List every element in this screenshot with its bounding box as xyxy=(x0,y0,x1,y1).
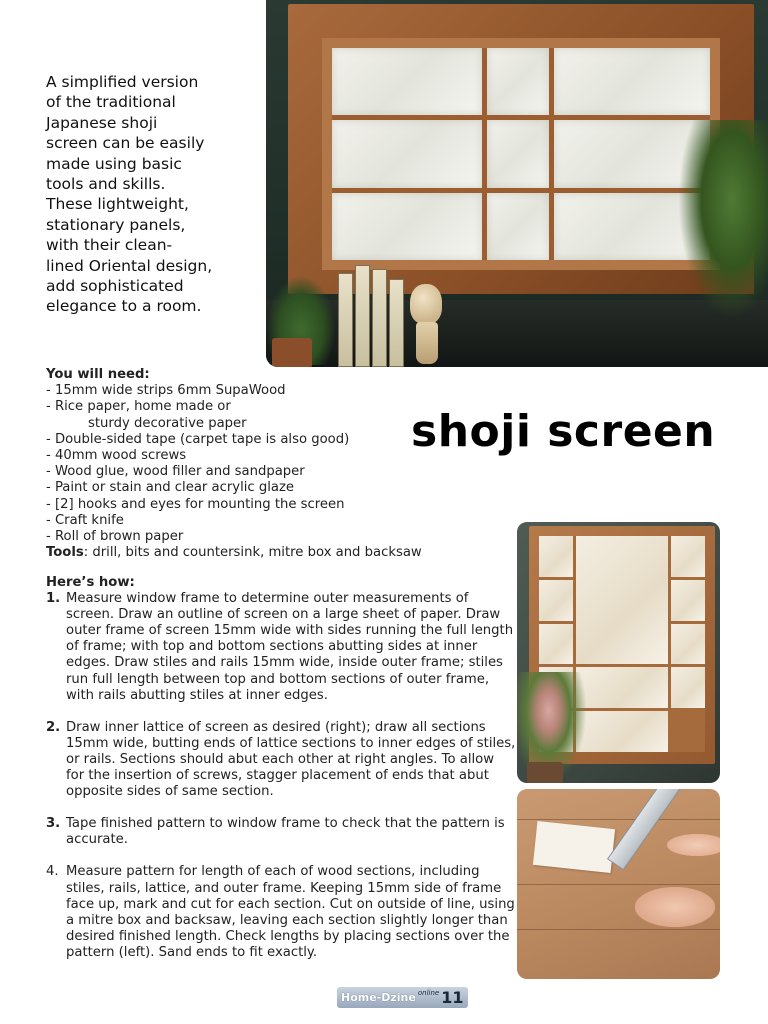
materials-item: - Paint or stain and clear acrylic glaze xyxy=(46,480,294,496)
step-2 xyxy=(46,720,516,800)
rice-paper-pane xyxy=(576,711,668,752)
hand-holding-ruler xyxy=(635,887,715,927)
materials-item: sturdy decorative paper xyxy=(88,415,247,431)
tools-label: Tools xyxy=(46,545,84,561)
rice-paper-pane xyxy=(539,536,573,577)
intro-line: These lightweight, xyxy=(46,195,189,214)
intro-line: Japanese shoji xyxy=(46,113,158,132)
page-number-badge xyxy=(337,987,468,1008)
page-number: 11 xyxy=(441,988,464,1007)
tools-line xyxy=(46,545,516,561)
step-4 xyxy=(46,864,516,961)
hero-photo-shoji-window xyxy=(266,0,768,367)
plant-right xyxy=(678,120,768,320)
step-text: Measure pattern for length of each of wood sections, including stiles, rails, lattice, and outer frame. Keeping 15mm side of frame face up, mark and cut for each section. Cut on outside of line, using a mitre box and backsaw, leaving each section slightly longer than desired finished length. Check lengths by placing sections over the pattern (left). Sand ends to fit exactly. xyxy=(66,864,515,960)
step-1 xyxy=(46,591,516,704)
ruler xyxy=(607,789,720,870)
step-number: 1. xyxy=(46,591,61,607)
rice-paper-pane xyxy=(671,667,705,708)
step-text: Draw inner lattice of screen as desired (right); draw all sections 15mm wide, butting ends of lattice sections to inner edges of stiles, or rails. Sections should abut each other at right angles. To allow for the insertion of screws, stagger placement of ends that abut opposite sides of same section. xyxy=(66,719,516,800)
shoji-lattice xyxy=(332,48,710,260)
pattern-line xyxy=(517,929,720,930)
instructions-heading: Here’s how: xyxy=(46,575,135,590)
rice-paper-pane xyxy=(332,193,482,260)
paper-sheet xyxy=(533,821,615,873)
intro-line: lined Oriental design, xyxy=(46,256,213,275)
materials-item: - Roll of brown paper xyxy=(46,529,184,545)
intro-line: made using basic xyxy=(46,154,182,173)
instructions xyxy=(46,575,516,977)
intro-line: A simplified version xyxy=(46,73,199,91)
pattern-line xyxy=(517,819,720,820)
materials-item: - Rice paper, home made or xyxy=(46,399,231,415)
rice-paper-pane xyxy=(487,193,549,260)
intro-line: of the traditional xyxy=(46,93,176,112)
shoji-screen xyxy=(322,38,720,270)
rice-paper-pane xyxy=(487,48,549,115)
finished-screen-photo xyxy=(517,522,720,783)
measuring-pattern-photo xyxy=(517,789,720,979)
step-3 xyxy=(46,816,516,848)
materials-item: - 40mm wood screws xyxy=(46,448,187,464)
rice-paper-pane xyxy=(539,624,573,665)
rice-paper-pane xyxy=(332,120,482,187)
materials-item: - [2] hooks and eyes for mounting the screen xyxy=(46,496,345,512)
book xyxy=(355,265,370,367)
rice-paper-pane xyxy=(671,580,705,621)
tools-text: : drill, bits and countersink, mitre box and backsaw xyxy=(83,545,422,561)
bust-head xyxy=(410,284,442,324)
book xyxy=(338,273,353,367)
materials-item: - Craft knife xyxy=(46,512,124,528)
intro-paragraph xyxy=(46,72,261,317)
intro-line: with their clean- xyxy=(46,236,173,255)
intro-line: elegance to a room. xyxy=(46,297,202,316)
materials-item: - 15mm wide strips 6mm SupaWood xyxy=(46,383,286,399)
materials-item: - Wood glue, wood filler and sandpaper xyxy=(46,464,305,480)
hand-with-pen xyxy=(667,834,720,856)
step-number: 2. xyxy=(46,719,61,735)
rice-paper-pane xyxy=(576,536,668,664)
materials-heading: You will need: xyxy=(46,367,150,382)
intro-line: add sophisticated xyxy=(46,277,184,296)
intro-line: tools and skills. xyxy=(46,175,166,194)
pattern-line xyxy=(517,884,720,885)
book xyxy=(372,269,387,367)
materials-item: - Double-sided tape (carpet tape is also good) xyxy=(46,431,350,447)
plant-pot xyxy=(272,338,312,367)
books xyxy=(338,262,404,367)
rice-paper-pane xyxy=(554,48,710,115)
brand-name: Home-Dzine xyxy=(341,991,416,1004)
step-number: 4. xyxy=(46,864,59,880)
rice-paper-pane xyxy=(671,536,705,577)
step-number: 3. xyxy=(46,816,61,832)
rice-paper-pane xyxy=(576,667,668,708)
brand-online: online xyxy=(417,988,440,997)
page-title: shoji screen xyxy=(411,406,716,457)
step-text: Tape finished pattern to window frame to check that the pattern is accurate. xyxy=(66,816,505,848)
step-text: Measure window frame to determine outer measurements of screen. Draw an outline of screen on a large sheet of paper. Draw outer frame of screen 15mm wide with sides running the full length of frame; with top and bottom sections abutting sides at inner edges. Draw stiles and rails 15mm wide, inside outer frame; stiles run full length between top and bottom sections of outer frame, with rails abutting stiles at inner edges. xyxy=(66,591,514,703)
plant-pot xyxy=(527,762,563,783)
rice-paper-pane xyxy=(539,580,573,621)
rice-paper-pane xyxy=(487,120,549,187)
bust-neck xyxy=(416,322,438,364)
bust-sculpture xyxy=(402,284,454,364)
intro-line: stationary panels, xyxy=(46,215,186,234)
rice-paper-pane xyxy=(671,624,705,665)
rice-paper-pane xyxy=(332,48,482,115)
intro-line: screen can be easily xyxy=(46,134,205,153)
materials-list xyxy=(46,367,516,561)
